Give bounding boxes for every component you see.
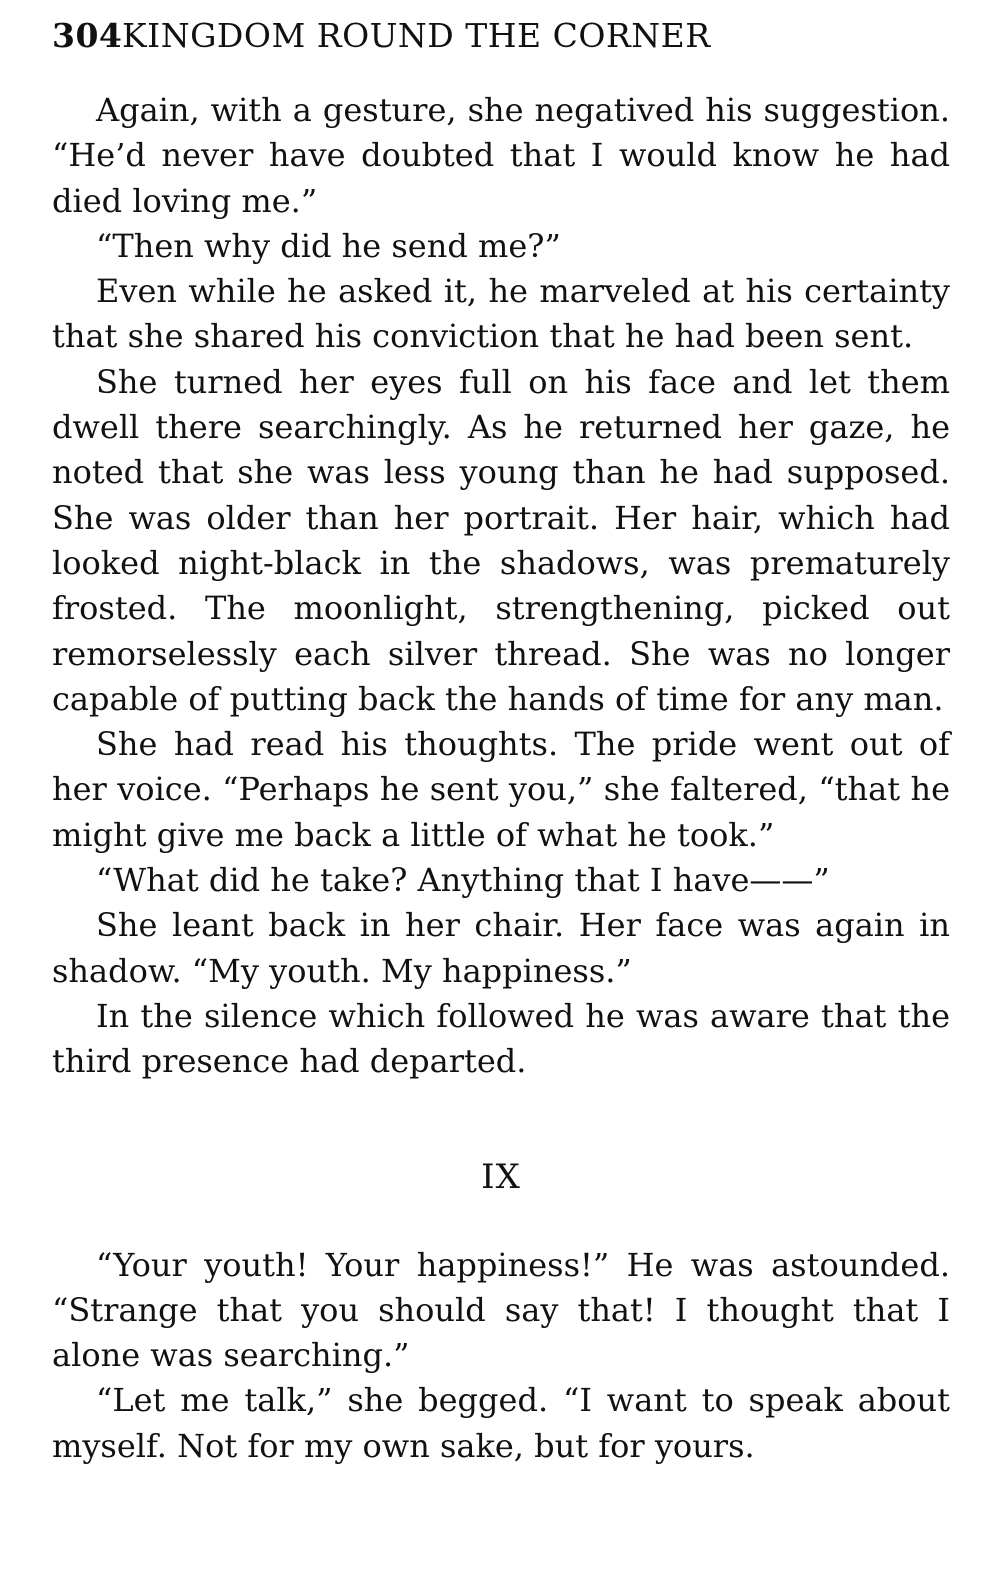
paragraph: “Then why did he send me?”: [96, 226, 561, 265]
running-title: KINGDOM ROUND THE CORNER: [122, 16, 711, 55]
running-head: [52, 14, 950, 58]
paragraph: Again, with a gesture, she negatived his suggestion. “He’d never have doubted that I would know he had died loving me.”: [52, 91, 950, 220]
body-text: [52, 88, 950, 1085]
chapter-heading: IX: [481, 1156, 521, 1197]
paragraph: “What did he take? Anything that I have——”: [96, 861, 830, 900]
paragraph: She had read his thoughts. The pride went out of her voice. “Perhaps he sent you,” she faltered, “that he might give me back a little of what he took.”: [52, 725, 950, 854]
paragraph: Even while he asked it, he marveled at his certainty that she shared his conviction that he had been sent.: [52, 272, 950, 356]
paragraph: “Your youth! Your happiness!” He was astounded. “Strange that you should say that! I thought that I alone was searching.”: [52, 1245, 950, 1375]
paragraph: She leant back in her chair. Her face was again in shadow. “My youth. My happiness.”: [52, 906, 950, 990]
page-number: 304: [52, 16, 123, 55]
paragraph: In the silence which followed he was aware that the third presence had departed.: [52, 996, 950, 1081]
paragraph: She turned her eyes full on his face and let them dwell there searchingly. As he returned her gaze, he noted that she was less young than he had supposed. She was older than her portrait. Her hair, which had looked night-black in the shadows, was prematurely frosted. The moonlight, strengthening, picked out remorselessly each silver thread. She was no longer capable of putting back the hands of time for any man.: [52, 362, 950, 718]
book-page: [52, 14, 950, 1469]
paragraph: “Let me talk,” she begged. “I want to speak about myself. Not for my own sake, but for yours.: [52, 1381, 950, 1465]
chapter-body-text: [52, 1243, 950, 1469]
